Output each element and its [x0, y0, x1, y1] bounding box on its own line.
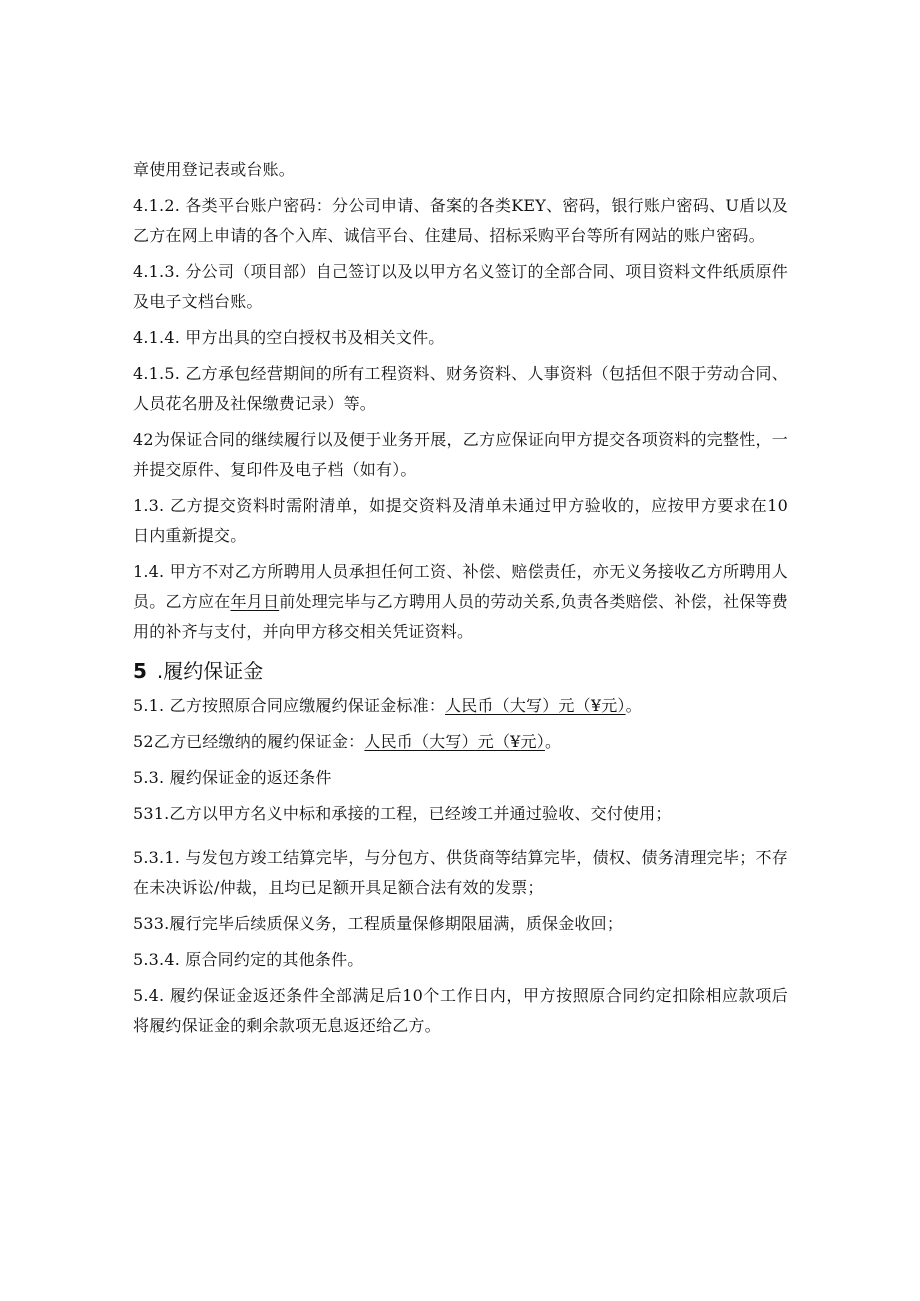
- date-blank: 年月日: [230, 592, 280, 611]
- clause-5-4: 5.4. 履约保证金返还条件全部满足后10个工作日内，甲方按照原合同约定扣除相应款项后将履约保证金的剩余款项无息返还给乙方。: [133, 986, 788, 1035]
- clause-5-3: 5.3. 履约保证金的返还条件: [133, 768, 332, 787]
- clause-5-3-3: 533.履行完毕后续质保义务，工程质量保修期限届满，质保金收回；: [133, 914, 624, 933]
- clause-4-1-5: 4.1.5. 乙方承包经营期间的所有工程资料、财务资料、人事资料（包括但不限于劳动合同、人员花名册及社保缴费记录）等。: [133, 364, 788, 413]
- clause-1-4: [133, 557, 788, 647]
- clause-4-1-4: 4.1.4. 甲方出具的空白授权书及相关文件。: [133, 328, 445, 347]
- clause-5-3-1-a: 531.乙方以甲方名义中标和承接的工程，已经竣工并通过验收、交付使用；: [133, 804, 672, 823]
- section-title: .履约保证金: [156, 659, 264, 683]
- clause-5-2: [133, 727, 788, 757]
- document-body: [133, 155, 788, 1041]
- section-heading-5: [133, 655, 788, 687]
- clause-5-1-text: 5.1. 乙方按照原合同应缴履约保证金标准：: [133, 696, 446, 715]
- clause-4-2: 42为保证合同的继续履行以及便于业务开展，乙方应保证向甲方提交各项资料的完整性，一并提交原件、复印件及电子档（如有）。: [133, 430, 788, 479]
- clause-5-1-end: 。: [625, 696, 642, 715]
- clause-4-1-3: 4.1.3. 分公司（项目部）自己签订以及以甲方名义签订的全部合同、项目资料文件纸质原件及电子文档台账。: [133, 262, 788, 311]
- section-number: 5: [133, 659, 147, 683]
- paragraph-seal-register: 章使用登记表或台账。: [133, 160, 296, 179]
- clause-5-2-end: 。: [544, 732, 562, 751]
- clause-4-1-2: 4.1.2. 各类平台账户密码：分公司申请、备案的各类KEY、密码，银行账户密码、U盾以及乙方在网上申请的各个入库、诚信平台、住建局、招标采购平台等所有网站的账户密码。: [133, 196, 788, 245]
- clause-1-3: 1.3. 乙方提交资料时需附清单，如提交资料及清单未通过甲方验收的，应按甲方要求在10日内重新提交。: [133, 496, 788, 545]
- amount-blank-paid: 人民币（大写）元（¥元）: [364, 732, 545, 751]
- clause-5-3-4: 5.3.4. 原合同约定的其他条件。: [133, 950, 364, 969]
- clause-1-4-text-a: 1.4. 甲方不对乙方所聘用人员承担任何工资、补偿、赔偿责任，亦无义务接收乙方所聘用人员。乙方应在: [133, 562, 788, 611]
- amount-blank-standard: 人民币（大写）元（¥元）: [445, 696, 626, 715]
- clause-5-3-1-b: 5.3.1. 与发包方竣工结算完毕，与分包方、供货商等结算完毕，债权、债务清理完毕；不存在未决诉讼/仲裁，且均已足额开具足额合法有效的发票；: [133, 848, 788, 897]
- clause-5-2-text: 52乙方已经缴纳的履约保证金：: [133, 732, 365, 751]
- clause-5-1: [133, 691, 788, 721]
- clause-1-4-text-b: 前处理完毕与乙方聘用人员的劳动关系,负责各类赔偿、补偿，社保等费用的补齐与支付，并向甲方移交相关凭证资料。: [133, 592, 788, 641]
